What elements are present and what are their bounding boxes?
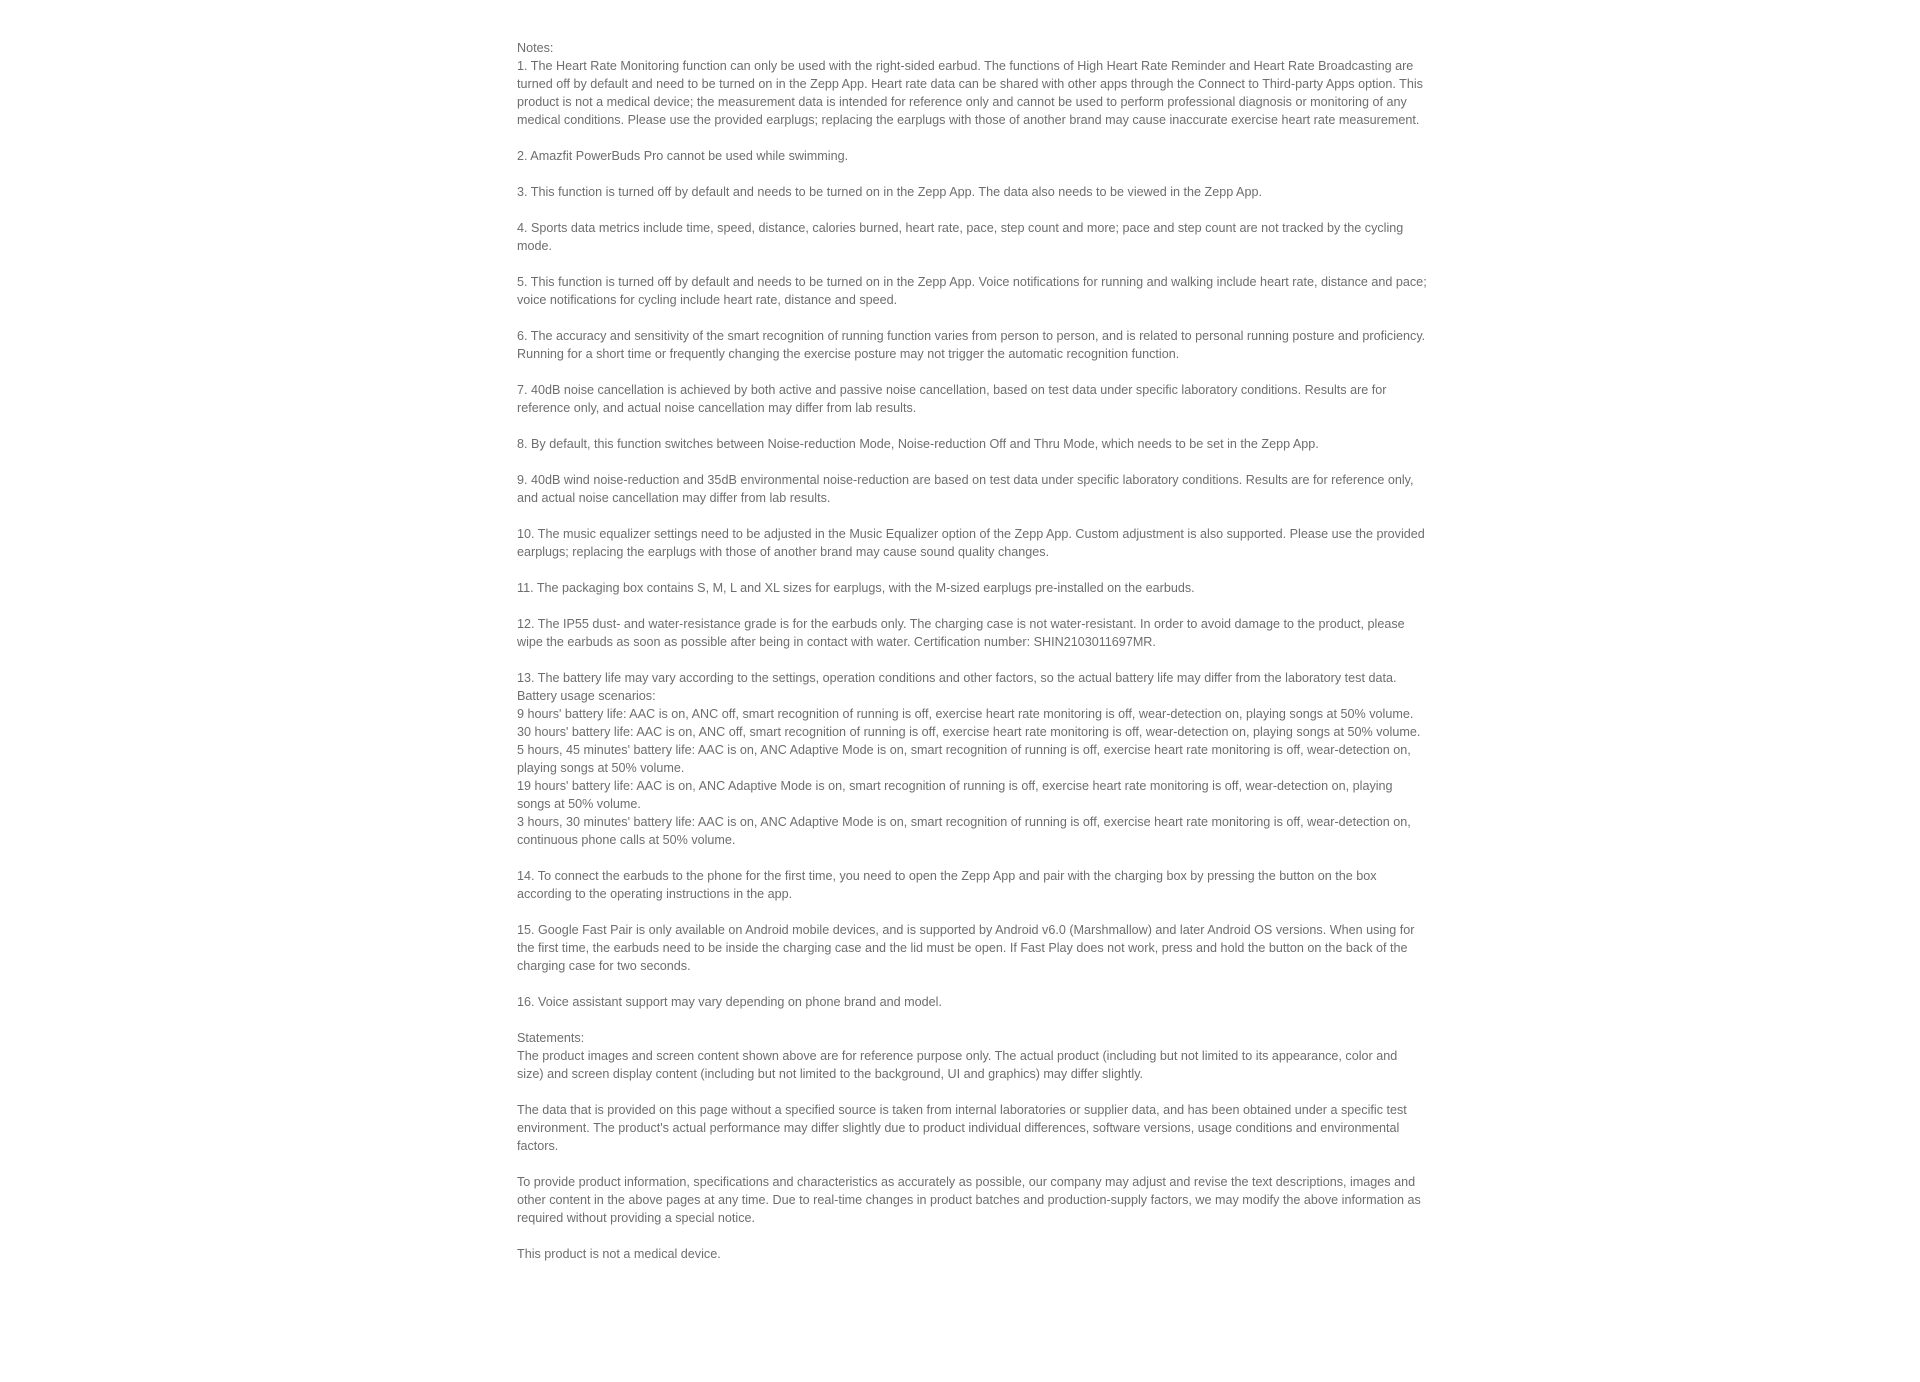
note-item-8: 8. By default, this function switches between Noise-reduction Mode, Noise-reduction Off and Thru Mode, which needs to be set in the Zepp App.: [517, 437, 1319, 451]
battery-scenario: 5 hours, 45 minutes' battery life: AAC is on, ANC Adaptive Mode is on, smart recognition of running is off, exercise heart rate monitoring is off, wear-detection on, playing songs at 50% volume.: [517, 743, 1411, 775]
statement-4-block: [517, 1245, 1427, 1263]
note-9-block: [517, 471, 1427, 507]
statement-paragraph: To provide product information, specifications and characteristics as accurately as possible, our company may adjust and revise the text descriptions, images and other content in the above pages at any time. Due to real-time changes in product batches and production-supply factors, we may modify the above information as required without providing a special notice.: [517, 1175, 1421, 1225]
note-1-block: [517, 39, 1427, 129]
note-6-block: [517, 327, 1427, 363]
battery-scenario: 30 hours' battery life: AAC is on, ANC off, smart recognition of running is off, exercise heart rate monitoring is off, wear-detection on, playing songs at 50% volume.: [517, 725, 1421, 739]
battery-scenarios-label: Battery usage scenarios:: [517, 689, 656, 703]
medical-disclaimer: This product is not a medical device.: [517, 1247, 721, 1261]
statements-block: [517, 1029, 1427, 1083]
note-11-block: [517, 579, 1427, 597]
note-item-6: 6. The accuracy and sensitivity of the smart recognition of running function varies from person to person, and is related to personal running posture and proficiency. Running for a short time or frequently changing the exercise posture may not trigger the automatic recognition function.: [517, 329, 1426, 361]
note-4-block: [517, 219, 1427, 255]
battery-scenario: 19 hours' battery life: AAC is on, ANC Adaptive Mode is on, smart recognition of running is off, exercise heart rate monitoring is off, wear-detection on, playing songs at 50% volume.: [517, 779, 1393, 811]
battery-scenario: 3 hours, 30 minutes' battery life: AAC is on, ANC Adaptive Mode is on, smart recognition of running is off, exercise heart rate monitoring is off, wear-detection on, continuous phone calls at 50% volume.: [517, 815, 1411, 847]
notes-heading: Notes:: [517, 41, 554, 55]
battery-intro: 13. The battery life may vary according to the settings, operation conditions and other factors, so the actual battery life may differ from the laboratory test data.: [517, 671, 1397, 685]
note-13-battery-block: [517, 669, 1427, 849]
note-item-5: 5. This function is turned off by default and needs to be turned on in the Zepp App. Voice notifications for running and walking include heart rate, distance and pace; voice notifications for cycling include heart rate, distance and speed.: [517, 275, 1427, 307]
notes-document: [517, 39, 1427, 1281]
note-12-block: [517, 615, 1427, 651]
statement-2-block: [517, 1101, 1427, 1155]
note-item-2: 2. Amazfit PowerBuds Pro cannot be used while swimming.: [517, 149, 849, 163]
note-item-7: 7. 40dB noise cancellation is achieved by both active and passive noise cancellation, based on test data under specific laboratory conditions. Results are for reference only, and actual noise cancellation may differ from lab results.: [517, 383, 1387, 415]
statement-3-block: [517, 1173, 1427, 1227]
note-item-9: 9. 40dB wind noise-reduction and 35dB environmental noise-reduction are based on test data under specific laboratory conditions. Results are for reference only, and actual noise cancellation may differ from lab results.: [517, 473, 1414, 505]
note-item-1: 1. The Heart Rate Monitoring function can only be used with the right-sided earbud. The functions of High Heart Rate Reminder and Heart Rate Broadcasting are turned off by default and need to be turned on in the Zepp App. Heart rate data can be shared with other apps through the Connect to Third-party Apps option. This product is not a medical device; the measurement data is intended for reference only and cannot be used to perform professional diagnosis or monitoring of any medical conditions. Please use the provided earplugs; replacing the earplugs with those of another brand may cause inaccurate exercise heart rate measurement.: [517, 59, 1423, 127]
note-3-block: [517, 183, 1427, 201]
statements-heading: Statements:: [517, 1031, 585, 1045]
note-15-block: [517, 921, 1427, 975]
statement-paragraph: The product images and screen content shown above are for reference purpose only. The actual product (including but not limited to its appearance, color and size) and screen display content (including but not limited to the background, UI and graphics) may differ slightly.: [517, 1049, 1398, 1081]
note-8-block: [517, 435, 1427, 453]
note-item-3: 3. This function is turned off by default and needs to be turned on in the Zepp App. The data also needs to be viewed in the Zepp App.: [517, 185, 1262, 199]
note-item-10: 10. The music equalizer settings need to be adjusted in the Music Equalizer option of the Zepp App. Custom adjustment is also supported. Please use the provided earplugs; replacing the earplugs with those of another brand may cause sound quality changes.: [517, 527, 1425, 559]
note-item-12: 12. The IP55 dust- and water-resistance grade is for the earbuds only. The charging case is not water-resistant. In order to avoid damage to the product, please wipe the earbuds as soon as possible after being in contact with water. Certification number: SHIN2103011697MR.: [517, 617, 1405, 649]
battery-scenario: 9 hours' battery life: AAC is on, ANC off, smart recognition of running is off, exercise heart rate monitoring is off, wear-detection on, playing songs at 50% volume.: [517, 707, 1414, 721]
note-item-16: 16. Voice assistant support may vary depending on phone brand and model.: [517, 995, 942, 1009]
note-item-4: 4. Sports data metrics include time, speed, distance, calories burned, heart rate, pace, step count and more; pace and step count are not tracked by the cycling mode.: [517, 221, 1404, 253]
note-14-block: [517, 867, 1427, 903]
note-5-block: [517, 273, 1427, 309]
note-7-block: [517, 381, 1427, 417]
statement-paragraph: The data that is provided on this page without a specified source is taken from internal laboratories or supplier data, and has been obtained under a specific test environment. The product's actual performance may differ slightly due to product individual differences, software versions, usage conditions and environmental factors.: [517, 1103, 1407, 1153]
note-item-15: 15. Google Fast Pair is only available on Android mobile devices, and is supported by Android v6.0 (Marshmallow) and later Android OS versions. When using for the first time, the earbuds need to be inside the charging case and the lid must be open. If Fast Play does not work, press and hold the button on the back of the charging case for two seconds.: [517, 923, 1415, 973]
note-10-block: [517, 525, 1427, 561]
note-item-14: 14. To connect the earbuds to the phone for the first time, you need to open the Zepp App and pair with the charging box by pressing the button on the box according to the operating instructions in the app.: [517, 869, 1377, 901]
note-item-11: 11. The packaging box contains S, M, L and XL sizes for earplugs, with the M-sized earplugs pre-installed on the earbuds.: [517, 581, 1195, 595]
note-2-block: [517, 147, 1427, 165]
note-16-block: [517, 993, 1427, 1011]
